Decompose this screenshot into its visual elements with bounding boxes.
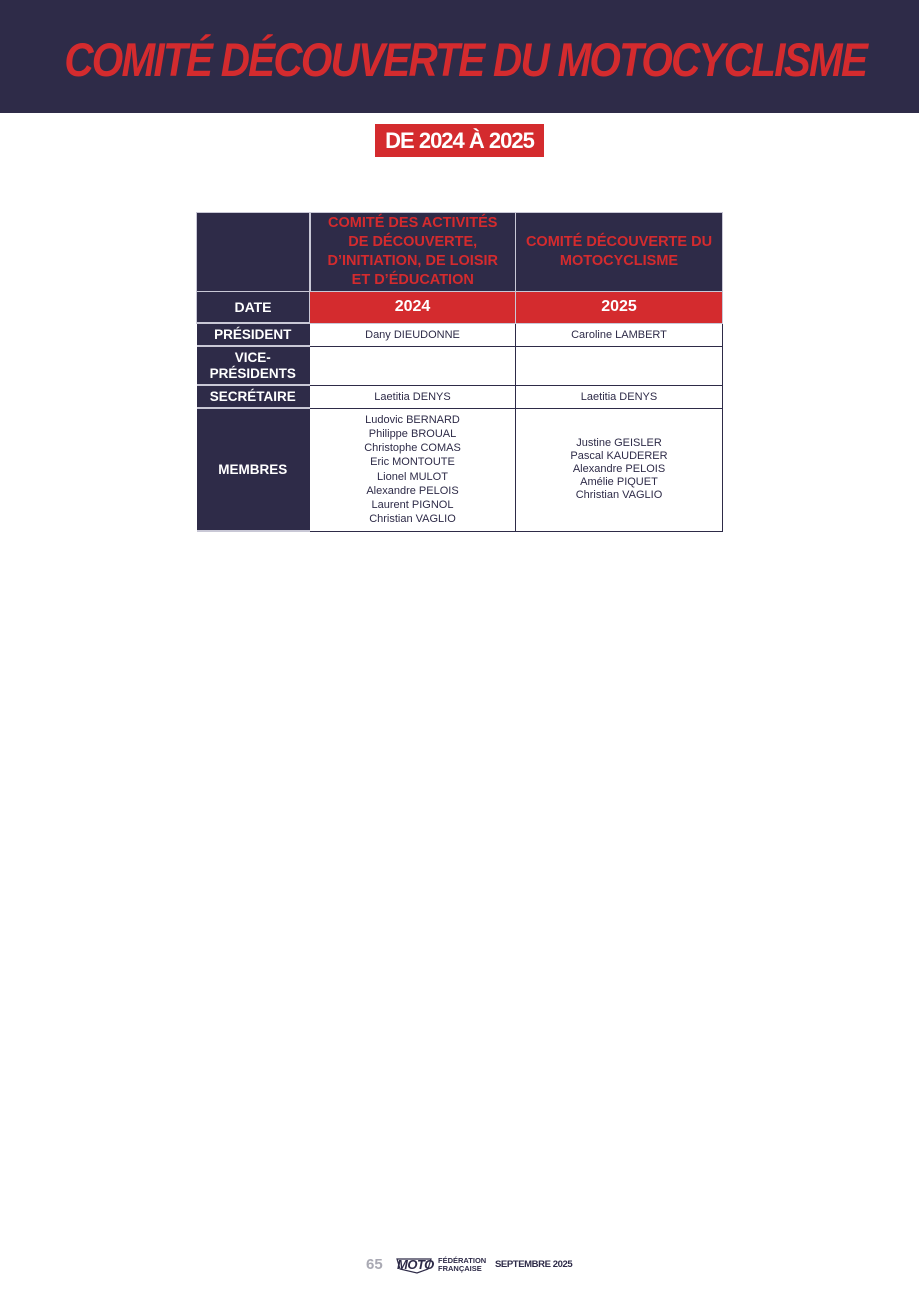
federation-line2: FRANÇAISE (438, 1264, 482, 1273)
page-number: 65 (366, 1256, 383, 1273)
period-badge: DE 2024 À 2025 (375, 124, 544, 157)
column-header-label: COMITÉ DES ACTIVITÉS DE DÉCOUVERTE, D’INITIATION, DE LOISIR ET D’ÉDUCATION (327, 215, 498, 288)
federation-line1: FÉDÉRATION (438, 1256, 487, 1265)
table-row-vice-presidents (197, 346, 723, 385)
vice-label-part1: VICE- (234, 349, 271, 365)
logo-text: MOTO (397, 1257, 434, 1272)
header-corner-cell (197, 213, 310, 292)
moto-logo-icon (395, 1255, 435, 1275)
member-name: Alexandre PELOIS (572, 463, 666, 475)
member-name: Ludovic BERNARD (365, 414, 460, 427)
member-name: Philippe BROUAL (368, 428, 457, 441)
column-header-label: COMITÉ DÉCOUVERTE DU MOTOCYCLISME (525, 234, 713, 269)
year-cell: 2025 (516, 292, 723, 324)
column-header-2024 (310, 213, 516, 292)
member-name: Laurent PIGNOL (371, 498, 454, 511)
table-row-secretary (197, 385, 723, 408)
member-name: Alexandre PELOIS (366, 484, 459, 497)
member-name: Christophe COMAS (364, 442, 461, 455)
ffm-logo (397, 1257, 434, 1273)
members-cell (516, 408, 723, 531)
members-cell (310, 408, 516, 531)
table-header-row (197, 213, 723, 292)
committee-table (196, 212, 723, 532)
row-label-secretary: SECRÉTAIRE (197, 385, 310, 408)
member-name: Lionel MULOT (377, 470, 448, 483)
table-row-members (197, 408, 723, 531)
secretary-cell: Laetitia DENYS (310, 385, 516, 408)
member-name: Christian VAGLIO (575, 489, 663, 501)
secretary-cell: Laetitia DENYS (516, 385, 723, 408)
year-cell: 2024 (310, 292, 516, 324)
vice-presidents-cell (310, 346, 516, 385)
member-name: Pascal KAUDERER (570, 450, 668, 462)
page-title: COMITÉ DÉCOUVERTE DU MOTOCYCLISME (64, 33, 867, 86)
member-name: Eric MONTOUTE (370, 456, 455, 469)
member-name: Christian VAGLIO (369, 512, 456, 525)
column-header-2025 (516, 213, 723, 292)
page-footer (0, 1255, 919, 1275)
member-name: Amélie PIQUET (580, 476, 658, 488)
president-cell: Caroline LAMBERT (516, 323, 723, 346)
table-row-date (197, 292, 723, 324)
federation-name (438, 1257, 486, 1273)
header-banner (0, 0, 919, 113)
row-label-members: MEMBRES (197, 408, 310, 531)
vice-presidents-cell (516, 346, 723, 385)
table-row-president (197, 323, 723, 346)
member-name: Justine GEISLER (576, 437, 662, 449)
president-cell: Dany DIEUDONNE (310, 323, 516, 346)
issue-date: SEPTEMBRE 2025 (495, 1259, 573, 1270)
row-label-vice-presidents (197, 346, 310, 385)
vice-label-part2: PRÉSIDENTS (209, 365, 296, 381)
row-label-president: PRÉSIDENT (197, 323, 310, 346)
row-label-date: DATE (197, 292, 310, 324)
